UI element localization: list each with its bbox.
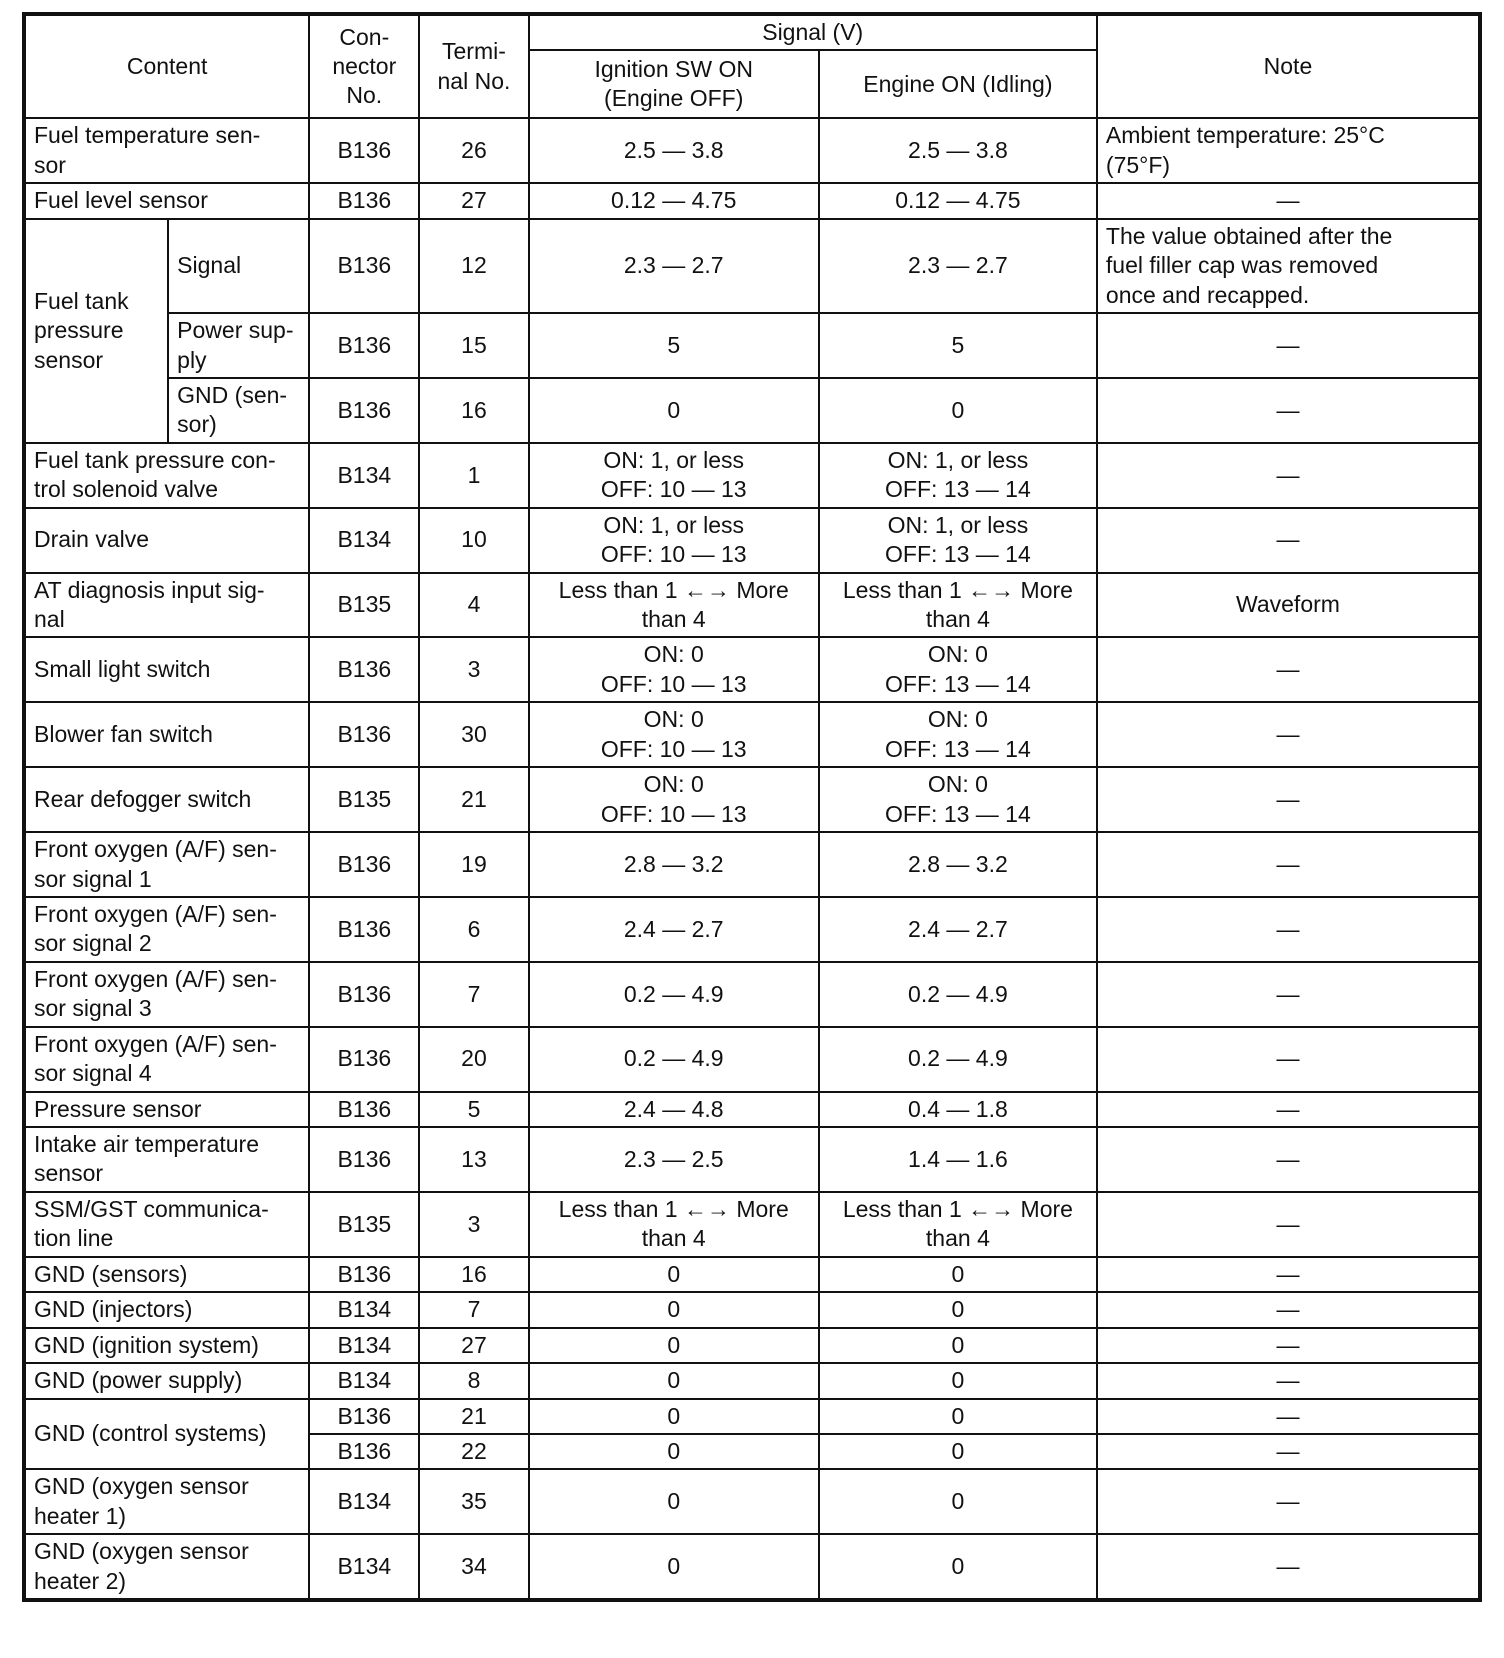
row-note: — <box>1097 1469 1480 1534</box>
row-connector: B134 <box>309 508 419 573</box>
row-signal-ignition: 0 <box>529 1399 819 1434</box>
row-terminal: 1 <box>419 443 528 508</box>
table-row <box>24 443 1480 508</box>
row-signal-ignition: 2.3 — 2.7 <box>529 219 819 313</box>
row-terminal: 13 <box>419 1127 528 1192</box>
header-terminal: Termi- nal No. <box>419 14 528 118</box>
table-row <box>24 702 1480 767</box>
table-row <box>24 508 1480 573</box>
row-connector: B136 <box>309 962 419 1027</box>
table-row <box>24 897 1480 962</box>
table-row <box>24 1027 1480 1092</box>
row-connector: B136 <box>309 832 419 897</box>
row-signal-engine: 2.4 — 2.7 <box>819 897 1097 962</box>
row-terminal: 21 <box>419 1399 528 1434</box>
row-note: — <box>1097 832 1480 897</box>
row-signal-ignition: 0 <box>529 378 819 443</box>
row-signal-ignition: 0 <box>529 1363 819 1398</box>
row-content: Small light switch <box>24 637 309 702</box>
row-terminal: 21 <box>419 767 528 832</box>
row-signal-ignition: 0 <box>529 1469 819 1534</box>
row-connector: B135 <box>309 1192 419 1257</box>
table-row <box>24 573 1480 638</box>
table-row <box>24 219 1480 313</box>
row-note: Waveform <box>1097 573 1480 638</box>
row-signal-engine: 0 <box>819 378 1097 443</box>
row-content: Front oxygen (A/F) sen- sor signal 3 <box>24 962 309 1027</box>
table-row <box>24 1399 1480 1434</box>
header-signal-ignition: Ignition SW ON (Engine OFF) <box>529 50 819 118</box>
row-signal-ignition: 0.12 — 4.75 <box>529 183 819 218</box>
row-terminal: 16 <box>419 378 528 443</box>
row-note: — <box>1097 702 1480 767</box>
table-row <box>24 1292 1480 1327</box>
row-terminal: 7 <box>419 962 528 1027</box>
table-row <box>24 767 1480 832</box>
row-terminal: 7 <box>419 1292 528 1327</box>
row-note: — <box>1097 1257 1480 1292</box>
row-signal-ignition: Less than 1 ←→ More than 4 <box>529 1192 819 1257</box>
row-terminal: 16 <box>419 1257 528 1292</box>
row-content: Fuel level sensor <box>24 183 309 218</box>
row-terminal: 3 <box>419 637 528 702</box>
row-terminal: 19 <box>419 832 528 897</box>
row-signal-ignition: 5 <box>529 313 819 378</box>
row-content: Rear defogger switch <box>24 767 309 832</box>
row-note: — <box>1097 313 1480 378</box>
row-signal-ignition: 0.2 — 4.9 <box>529 962 819 1027</box>
row-terminal: 35 <box>419 1469 528 1534</box>
row-note: — <box>1097 1434 1480 1469</box>
row-signal-ignition: Less than 1 ←→ More than 4 <box>529 573 819 638</box>
row-connector: B135 <box>309 573 419 638</box>
row-connector: B136 <box>309 637 419 702</box>
row-connector: B134 <box>309 1292 419 1327</box>
row-signal-ignition: 0 <box>529 1328 819 1363</box>
row-signal-ignition: 2.4 — 2.7 <box>529 897 819 962</box>
row-connector: B134 <box>309 1469 419 1534</box>
table-row <box>24 637 1480 702</box>
row-connector: B136 <box>309 1399 419 1434</box>
table-row <box>24 378 1480 443</box>
row-connector: B136 <box>309 1434 419 1469</box>
row-terminal: 15 <box>419 313 528 378</box>
row-content: Fuel tank pressure con- trol solenoid valve <box>24 443 309 508</box>
row-content: Fuel temperature sen- sor <box>24 118 309 183</box>
row-note: — <box>1097 1292 1480 1327</box>
row-signal-ignition: ON: 0 OFF: 10 — 13 <box>529 702 819 767</box>
table-row <box>24 1192 1480 1257</box>
table-row <box>24 313 1480 378</box>
row-terminal: 10 <box>419 508 528 573</box>
row-signal-ignition: 2.8 — 3.2 <box>529 832 819 897</box>
row-signal-engine: 0.12 — 4.75 <box>819 183 1097 218</box>
row-note: — <box>1097 1192 1480 1257</box>
row-signal-engine: 0 <box>819 1257 1097 1292</box>
row-note: — <box>1097 1127 1480 1192</box>
row-signal-ignition: ON: 1, or less OFF: 10 — 13 <box>529 443 819 508</box>
header-content: Content <box>24 14 309 118</box>
row-signal-engine: 0 <box>819 1534 1097 1600</box>
row-note: — <box>1097 508 1480 573</box>
row-content: SSM/GST communica- tion line <box>24 1192 309 1257</box>
row-content: AT diagnosis input sig- nal <box>24 573 309 638</box>
table-row <box>24 118 1480 183</box>
row-content: Blower fan switch <box>24 702 309 767</box>
row-group-content: Fuel tank pressure sensor <box>24 219 168 443</box>
row-signal-ignition: 0 <box>529 1434 819 1469</box>
row-content: Front oxygen (A/F) sen- sor signal 4 <box>24 1027 309 1092</box>
row-signal-ignition: 0 <box>529 1292 819 1327</box>
row-connector: B134 <box>309 1363 419 1398</box>
row-sub-content: GND (sen- sor) <box>168 378 309 443</box>
signal-table-sheet <box>22 12 1482 1602</box>
header-note: Note <box>1097 14 1480 118</box>
table-row <box>24 183 1480 218</box>
table-row <box>24 1257 1480 1292</box>
row-terminal: 4 <box>419 573 528 638</box>
row-connector: B136 <box>309 1027 419 1092</box>
row-connector: B136 <box>309 183 419 218</box>
row-note: — <box>1097 183 1480 218</box>
row-content: Drain valve <box>24 508 309 573</box>
row-connector: B134 <box>309 443 419 508</box>
row-connector: B136 <box>309 313 419 378</box>
row-terminal: 27 <box>419 1328 528 1363</box>
header-signal-engine: Engine ON (Idling) <box>819 50 1097 118</box>
row-connector: B135 <box>309 767 419 832</box>
table-row <box>24 1469 1480 1534</box>
row-signal-engine: ON: 0 OFF: 13 — 14 <box>819 637 1097 702</box>
row-content: Intake air temperature sensor <box>24 1127 309 1192</box>
row-terminal: 5 <box>419 1092 528 1127</box>
row-signal-engine: 0 <box>819 1328 1097 1363</box>
row-content: Pressure sensor <box>24 1092 309 1127</box>
row-note: — <box>1097 1534 1480 1600</box>
row-signal-ignition: 2.5 — 3.8 <box>529 118 819 183</box>
row-signal-engine: ON: 1, or less OFF: 13 — 14 <box>819 443 1097 508</box>
row-signal-ignition: 2.4 — 4.8 <box>529 1092 819 1127</box>
row-note: — <box>1097 443 1480 508</box>
row-note: Ambient temperature: 25°C (75°F) <box>1097 118 1480 183</box>
row-terminal: 30 <box>419 702 528 767</box>
row-connector: B136 <box>309 219 419 313</box>
row-content: GND (control systems) <box>24 1399 309 1470</box>
row-connector: B136 <box>309 1257 419 1292</box>
row-signal-engine: 0 <box>819 1399 1097 1434</box>
row-signal-engine: 0 <box>819 1434 1097 1469</box>
row-note: The value obtained after the fuel filler cap was removed once and recapped. <box>1097 219 1480 313</box>
row-signal-engine: 2.8 — 3.2 <box>819 832 1097 897</box>
row-connector: B136 <box>309 897 419 962</box>
row-note: — <box>1097 1399 1480 1434</box>
row-terminal: 3 <box>419 1192 528 1257</box>
row-signal-engine: 0 <box>819 1363 1097 1398</box>
ecm-signal-table <box>22 12 1482 1602</box>
row-terminal: 26 <box>419 118 528 183</box>
row-signal-ignition: ON: 1, or less OFF: 10 — 13 <box>529 508 819 573</box>
row-content: GND (ignition system) <box>24 1328 309 1363</box>
row-signal-engine: ON: 1, or less OFF: 13 — 14 <box>819 508 1097 573</box>
table-row <box>24 1127 1480 1192</box>
row-content: GND (oxygen sensor heater 1) <box>24 1469 309 1534</box>
table-row <box>24 1328 1480 1363</box>
row-note: — <box>1097 1092 1480 1127</box>
header-connector: Con- nector No. <box>309 14 419 118</box>
row-note: — <box>1097 897 1480 962</box>
row-signal-ignition: 0 <box>529 1257 819 1292</box>
table-row <box>24 962 1480 1027</box>
row-terminal: 34 <box>419 1534 528 1600</box>
row-signal-ignition: 0.2 — 4.9 <box>529 1027 819 1092</box>
row-signal-ignition: ON: 0 OFF: 10 — 13 <box>529 767 819 832</box>
row-note: — <box>1097 767 1480 832</box>
row-terminal: 12 <box>419 219 528 313</box>
table-row <box>24 1363 1480 1398</box>
row-sub-content: Signal <box>168 219 309 313</box>
row-connector: B134 <box>309 1534 419 1600</box>
table-row <box>24 1092 1480 1127</box>
header-signal-group: Signal (V) <box>529 14 1097 50</box>
table-row <box>24 1534 1480 1600</box>
row-note: — <box>1097 637 1480 702</box>
row-note: — <box>1097 1363 1480 1398</box>
row-sub-content: Power sup- ply <box>168 313 309 378</box>
row-signal-engine: 0.4 — 1.8 <box>819 1092 1097 1127</box>
row-note: — <box>1097 1027 1480 1092</box>
row-note: — <box>1097 1328 1480 1363</box>
row-signal-engine: ON: 0 OFF: 13 — 14 <box>819 702 1097 767</box>
row-content: Front oxygen (A/F) sen- sor signal 2 <box>24 897 309 962</box>
row-note: — <box>1097 962 1480 1027</box>
row-signal-engine: 0.2 — 4.9 <box>819 1027 1097 1092</box>
row-signal-engine: 0.2 — 4.9 <box>819 962 1097 1027</box>
row-connector: B136 <box>309 1092 419 1127</box>
row-content: GND (power supply) <box>24 1363 309 1398</box>
row-content: Front oxygen (A/F) sen- sor signal 1 <box>24 832 309 897</box>
row-signal-engine: Less than 1 ←→ More than 4 <box>819 1192 1097 1257</box>
row-signal-engine: 5 <box>819 313 1097 378</box>
row-terminal: 6 <box>419 897 528 962</box>
table-row <box>24 832 1480 897</box>
row-content: GND (injectors) <box>24 1292 309 1327</box>
row-signal-ignition: ON: 0 OFF: 10 — 13 <box>529 637 819 702</box>
row-connector: B136 <box>309 702 419 767</box>
row-connector: B134 <box>309 1328 419 1363</box>
row-content: GND (sensors) <box>24 1257 309 1292</box>
row-signal-engine: 1.4 — 1.6 <box>819 1127 1097 1192</box>
row-terminal: 8 <box>419 1363 528 1398</box>
row-signal-engine: 0 <box>819 1469 1097 1534</box>
row-terminal: 27 <box>419 183 528 218</box>
row-signal-engine: 2.5 — 3.8 <box>819 118 1097 183</box>
row-signal-ignition: 2.3 — 2.5 <box>529 1127 819 1192</box>
row-signal-engine: ON: 0 OFF: 13 — 14 <box>819 767 1097 832</box>
row-signal-ignition: 0 <box>529 1534 819 1600</box>
row-signal-engine: 2.3 — 2.7 <box>819 219 1097 313</box>
row-connector: B136 <box>309 1127 419 1192</box>
row-connector: B136 <box>309 118 419 183</box>
row-connector: B136 <box>309 378 419 443</box>
row-content: GND (oxygen sensor heater 2) <box>24 1534 309 1600</box>
row-terminal: 20 <box>419 1027 528 1092</box>
row-signal-engine: Less than 1 ←→ More than 4 <box>819 573 1097 638</box>
row-terminal: 22 <box>419 1434 528 1469</box>
row-note: — <box>1097 378 1480 443</box>
row-signal-engine: 0 <box>819 1292 1097 1327</box>
